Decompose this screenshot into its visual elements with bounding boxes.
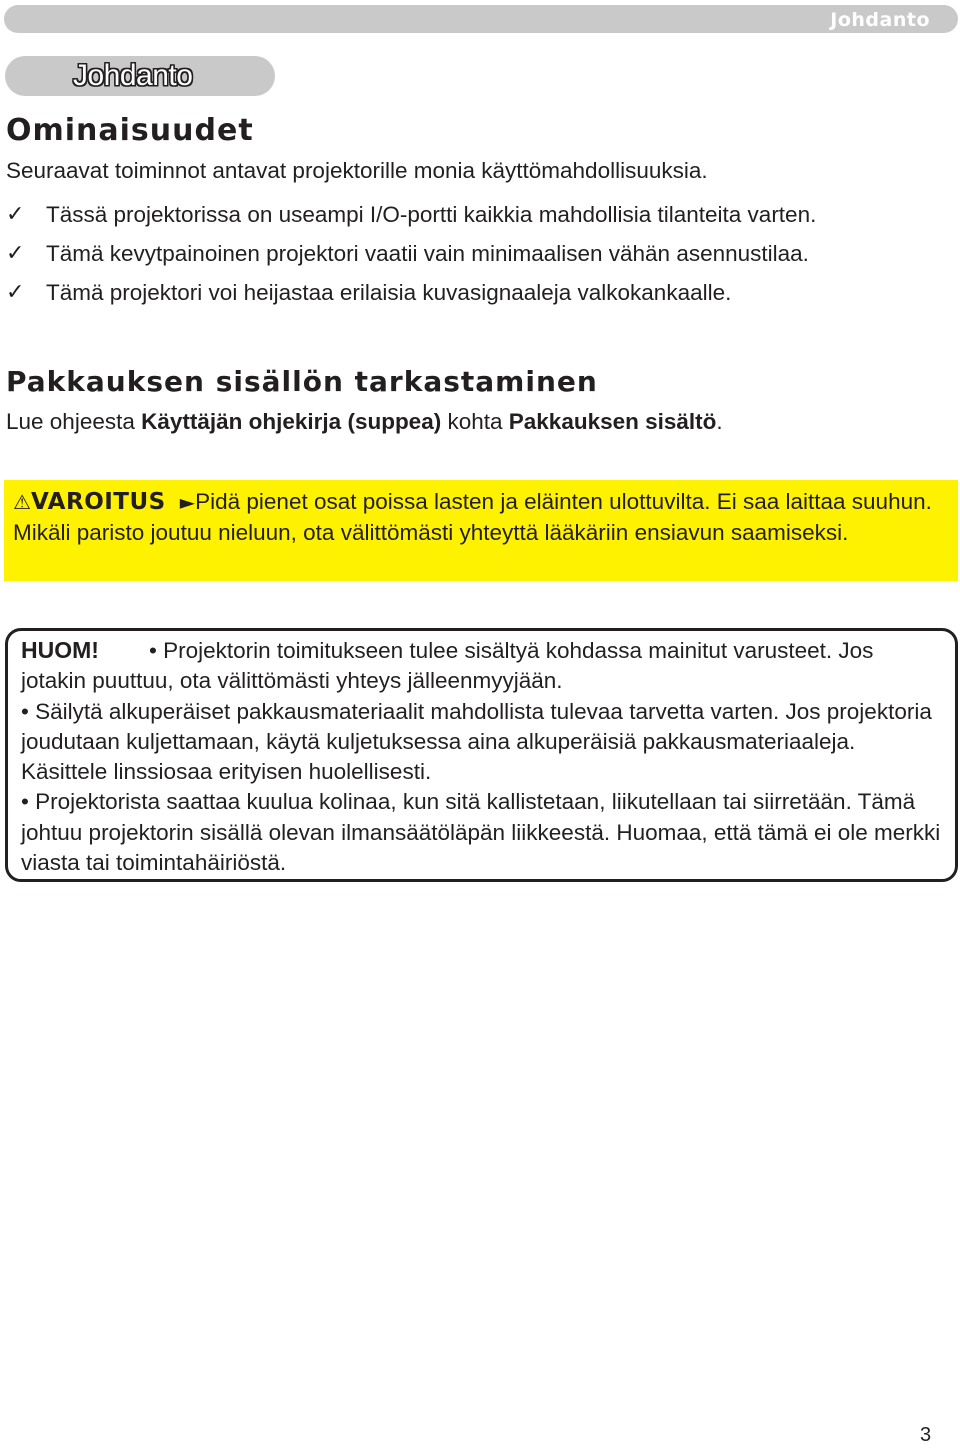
check-icon: ✓ [6, 241, 25, 266]
warning-content [13, 487, 943, 548]
package-text-prefix: Lue ohjeesta [6, 409, 142, 434]
features-intro: Seuraavat toiminnot antavat projektorille monia käyttömahdollisuuksia. [6, 158, 708, 183]
package-text-middle: kohta [441, 409, 509, 434]
note-content [21, 635, 941, 878]
note-item-text: • Projektorin toimitukseen tulee sisältyä kohdassa mainitut varusteet. Jos jotakin puuttuu, ota välittömästi yhteys jälleenmyyjään. [21, 638, 874, 694]
warning-triangle-icon: ⚠ [13, 490, 31, 514]
header-bar [4, 5, 958, 33]
list-item [6, 279, 816, 318]
list-item [6, 201, 816, 240]
header-section-label: Johdanto [830, 9, 930, 31]
features-list [6, 201, 816, 318]
feature-text: Tässä projektorissa on useampi I/O-portti kaikkia mahdollisia tilanteita varten. [46, 202, 817, 227]
check-icon: ✓ [6, 280, 25, 305]
package-text [6, 409, 723, 435]
manual-name: Käyttäjän ohjekirja (suppea) [141, 409, 442, 434]
note-title: HUOM! [21, 637, 99, 663]
package-text-suffix: . [716, 409, 723, 434]
chapter-title: Johdanto [73, 59, 193, 92]
chapter-tab [5, 56, 275, 96]
note-box [5, 628, 958, 882]
features-heading: Ominaisuudet [6, 113, 254, 148]
note-item: • Säilytä alkuperäiset pakkausmateriaalit mahdollista tulevaa tarvetta varten. Jos projektoria joudutaan kuljettamaan, käytä kuljetuksessa aina alkuperäisiä pakkausmateriaaleja. Käsittele linssiosaa erityisen huolellisesti. [21, 698, 932, 785]
package-heading: Pakkauksen sisällön tarkastaminen [6, 365, 598, 398]
page-number: 3 [920, 1424, 932, 1446]
warning-box [4, 480, 958, 581]
package-section-name: Pakkauksen sisältö [508, 409, 717, 434]
note-item [21, 635, 941, 697]
arrow-right-icon: ► [179, 490, 196, 514]
feature-text: Tämä projektori voi heijastaa erilaisia kuvasignaaleja valkokankaalle. [46, 280, 732, 305]
note-item: • Projektorista saattaa kuulua kolinaa, kun sitä kallistetaan, liikutellaan tai siirretään. Tämä johtuu projektorin sisällä olevan ilmansäätöläpän liikkeestä. Huomaa, että tämä ei ole merkki viasta tai toimintahäiriöstä. [21, 789, 941, 876]
warning-text: Pidä pienet osat poissa lasten ja eläinten ulottuvilta. Ei saa laittaa suuhun. Mikäli paristo joutuu nieluun, ota välittömästi yhteyttä lääkäriin ensiavun saamiseksi. [13, 489, 932, 545]
warning-title: VAROITUS [30, 489, 166, 515]
check-icon: ✓ [6, 202, 25, 227]
list-item [6, 240, 816, 279]
feature-text: Tämä kevytpainoinen projektori vaatii vain minimaalisen vähän asennustilaa. [46, 241, 809, 266]
